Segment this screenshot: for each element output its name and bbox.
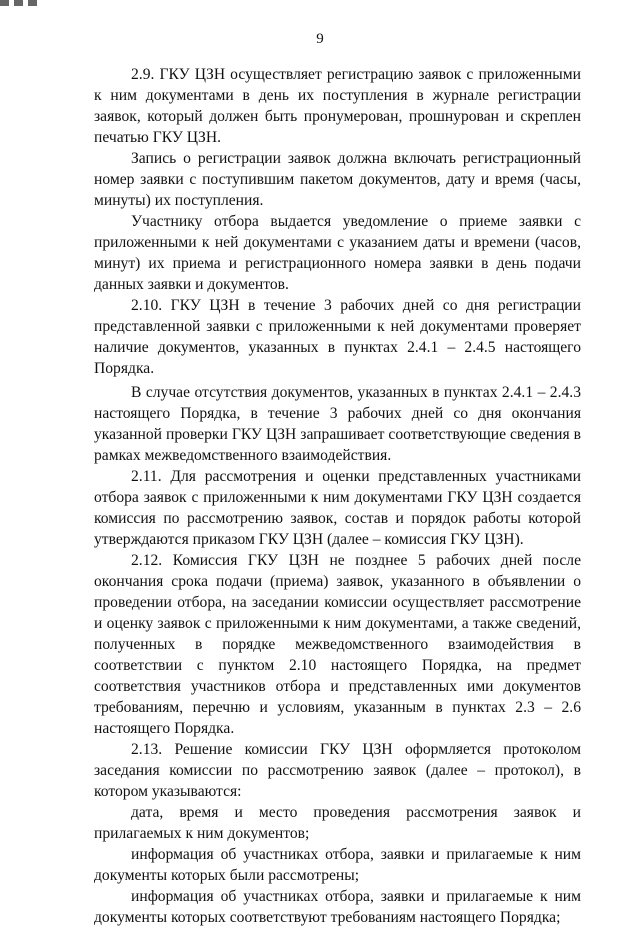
- page-number: 9: [316, 31, 324, 47]
- list-item-reviewed-participants: информация об участниках отбора, заявки и прилагаемые к ним документы которых были рассмотрены;: [94, 846, 581, 884]
- list-item-compliant-participants: информация об участниках отбора, заявки и прилагаемые к ним документы которых соответствуют требованиям настоящего Порядка;: [94, 888, 581, 926]
- paragraph-2-10: 2.10. ГКУ ЦЗН в течение 3 рабочих дней со дня регистрации представленной заявки с приложенными к ней документами проверяет наличие документов, указанных в пунктах 2.4.1 – 2.4.5 настоящего Порядка.: [94, 297, 581, 377]
- paragraph-2-11: 2.11. Для рассмотрения и оценки представленных участниками отбора заявок с приложенными к ним документами ГКУ ЦЗН создается комиссия по рассмотрению заявок, состав и порядок работы которой утверждаются приказом ГКУ ЦЗН (далее – комиссия ГКУ ЦЗН).: [94, 468, 581, 548]
- list-item-date-time-place: дата, время и место проведения рассмотрения заявок и прилагаемых к ним документов;: [94, 804, 581, 842]
- paragraph-registration-record: Запись о регистрации заявок должна включать регистрационный номер заявки с поступившим пакетом документов, дату и время (часы, минуты) их поступления.: [94, 150, 581, 209]
- document-body: [94, 64, 581, 928]
- paragraph-2-13: 2.13. Решение комиссии ГКУ ЦЗН оформляется протоколом заседания комиссии по рассмотрению заявок (далее – протокол), в котором указываются:: [94, 741, 581, 800]
- paragraph-2-12: 2.12. Комиссия ГКУ ЦЗН не позднее 5 рабочих дней после окончания срока подачи (приема) заявок, указанного в объявлении о проведении отбора, на заседании комиссии осуществляет рассмотрение и оценку заявок с приложенными к ним документами, а также сведений, полученных в порядке межведомственного взаимодействия в соответствии с пунктом 2.10 настоящего Порядка, на предмет соответствия участников отбора и представленных ими документов требованиям, перечню и условиям, указанным в пунктах 2.3 – 2.6 настоящего Порядка.: [94, 552, 581, 737]
- paragraph-missing-documents: В случае отсутствия документов, указанных в пунктах 2.4.1 – 2.4.3 настоящего Порядка, в течение 3 рабочих дней со дня окончания указанной проверки ГКУ ЦЗН запрашивает соответствующие сведения в рамках межведомственного взаимодействия.: [94, 384, 581, 464]
- scan-edge-mark: [0, 0, 38, 6]
- paragraph-2-9: 2.9. ГКУ ЦЗН осуществляет регистрацию заявок с приложенными к ним документами в день их поступления в журнале регистрации заявок, который должен быть пронумерован, прошнурован и скреплен печатью ГКУ ЦЗН.: [94, 66, 581, 146]
- paragraph-notification: Участнику отбора выдается уведомление о приеме заявки с приложенными к ней документами с указанием даты и времени (часов, минут) их приема и регистрационного номера заявки в день подачи данных заявки и документов.: [94, 213, 581, 293]
